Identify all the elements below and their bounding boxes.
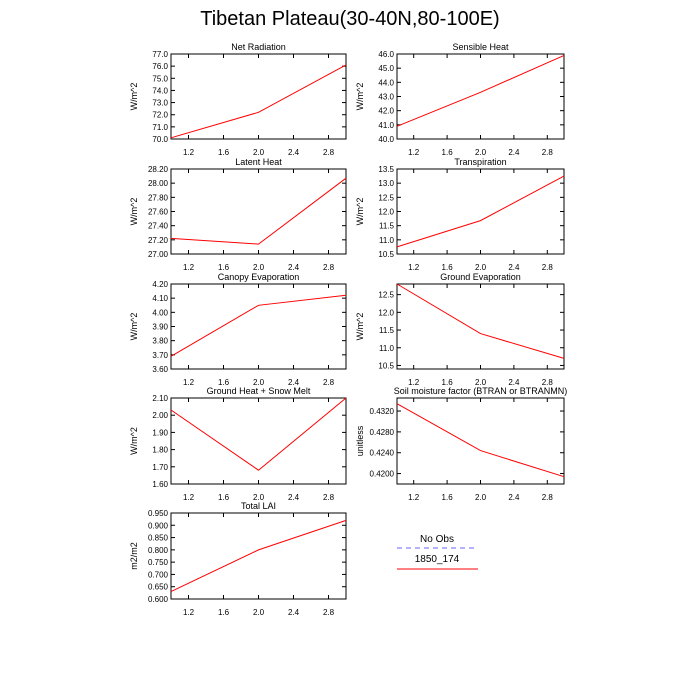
x-tick-label-7-4: 2.8 [541, 493, 553, 502]
y-tick-label-4-5: 4.10 [152, 294, 168, 304]
plot-frame-0 [171, 54, 346, 139]
y-tick-label-4-6: 4.20 [152, 280, 168, 289]
x-tick-label-4-1: 1.6 [217, 378, 230, 387]
x-tick-label-5-4: 2.8 [541, 378, 553, 387]
series-line-2-0 [171, 178, 346, 244]
y-tick-label-3-0: 10.5 [378, 250, 394, 259]
x-tick-label-5-0: 1.2 [408, 378, 420, 387]
x-tick-label-6-1: 1.6 [217, 493, 230, 502]
y-tick-label-0-5: 75.0 [152, 74, 168, 84]
x-tick-label-8-1: 1.6 [217, 608, 230, 617]
series-line-1-0 [397, 55, 564, 126]
y-tick-label-6-4: 2.00 [152, 411, 168, 421]
plot-frame-3 [397, 169, 564, 254]
plot-frame-5 [397, 284, 564, 369]
y-tick-label-1-4: 44.0 [378, 78, 394, 88]
plot-frame-6 [171, 398, 346, 484]
y-tick-label-2-1: 27.20 [147, 235, 168, 245]
x-tick-label-0-4: 2.8 [322, 148, 335, 157]
y-tick-label-2-3: 27.60 [147, 207, 168, 217]
x-tick-label-5-2: 2.0 [474, 378, 487, 387]
y-tick-label-6-1: 1.70 [152, 462, 168, 472]
x-tick-label-3-4: 2.8 [541, 263, 553, 272]
y-tick-label-0-7: 77.0 [152, 50, 168, 59]
y-tick-label-2-0: 27.00 [147, 250, 168, 259]
series-line-8-0 [171, 520, 346, 591]
x-tick-label-0-0: 1.2 [182, 148, 195, 157]
x-tick-label-4-2: 2.0 [252, 378, 265, 387]
x-tick-label-1-1: 1.6 [441, 148, 453, 157]
y-tick-label-2-6: 28.20 [147, 165, 168, 174]
x-tick-label-6-0: 1.2 [182, 493, 195, 502]
y-axis-label-3: W/m^2 [355, 197, 365, 226]
panel-title-2: Latent Heat [235, 157, 282, 167]
y-tick-label-0-4: 74.0 [152, 86, 168, 96]
y-tick-label-8-7: 0.950 [147, 509, 168, 518]
y-tick-label-3-3: 12.0 [378, 207, 394, 217]
x-tick-label-0-3: 2.4 [287, 148, 300, 157]
y-tick-label-6-0: 1.60 [152, 480, 168, 489]
plot-frame-2 [171, 169, 346, 254]
y-tick-label-4-2: 3.80 [152, 336, 168, 346]
x-tick-label-1-0: 1.2 [408, 148, 420, 157]
y-tick-label-8-6: 0.900 [147, 521, 168, 531]
y-tick-label-4-4: 4.00 [152, 308, 168, 318]
y-axis-label-8: m2/m2 [129, 542, 139, 570]
plot-frame-7 [397, 398, 564, 484]
series-line-5-0 [397, 284, 564, 358]
y-tick-label-2-4: 27.80 [147, 193, 168, 203]
panel-title-5: Ground Evaporation [440, 272, 521, 282]
series-line-4-0 [171, 295, 346, 356]
y-axis-label-0: W/m^2 [129, 82, 139, 111]
x-tick-label-2-3: 2.4 [287, 263, 300, 272]
y-axis-label-5: W/m^2 [355, 312, 365, 341]
y-tick-label-1-3: 43.0 [378, 92, 394, 102]
x-tick-label-6-2: 2.0 [252, 493, 265, 502]
x-tick-label-1-2: 2.0 [474, 148, 487, 157]
y-axis-label-7: unitless [355, 425, 365, 457]
legend-label-1850-174: 1850_174 [414, 554, 460, 565]
y-tick-label-4-3: 3.90 [152, 322, 168, 332]
x-tick-label-2-2: 2.0 [252, 263, 265, 272]
panel-title-3: Transpiration [454, 157, 507, 167]
y-tick-label-1-6: 46.0 [378, 50, 394, 59]
x-tick-label-5-1: 1.6 [441, 378, 453, 387]
x-tick-label-8-3: 2.4 [287, 608, 300, 617]
series-line-7-0 [397, 404, 564, 477]
y-tick-label-6-5: 2.10 [152, 394, 168, 403]
x-tick-label-5-3: 2.4 [508, 378, 520, 387]
x-tick-label-4-0: 1.2 [182, 378, 195, 387]
y-axis-label-6: W/m^2 [129, 427, 139, 455]
y-tick-label-8-3: 0.750 [147, 558, 168, 568]
y-tick-label-5-3: 12.0 [378, 308, 394, 318]
x-tick-label-7-0: 1.2 [408, 493, 420, 502]
x-tick-label-2-0: 1.2 [182, 263, 195, 272]
x-tick-label-3-1: 1.6 [441, 263, 453, 272]
x-tick-label-6-3: 2.4 [287, 493, 300, 502]
x-tick-label-3-0: 1.2 [408, 263, 420, 272]
x-tick-label-8-0: 1.2 [182, 608, 195, 617]
y-tick-label-3-6: 13.5 [378, 165, 394, 174]
y-axis-label-1: W/m^2 [355, 82, 365, 111]
y-tick-label-8-1: 0.650 [147, 582, 168, 592]
y-tick-label-6-2: 1.80 [152, 445, 168, 455]
y-tick-label-3-1: 11.0 [379, 235, 394, 245]
x-tick-label-6-4: 2.8 [322, 493, 335, 502]
plot-frame-4 [171, 284, 346, 369]
x-tick-label-4-3: 2.4 [287, 378, 300, 387]
y-tick-label-3-5: 13.0 [378, 179, 394, 189]
y-axis-label-2: W/m^2 [129, 197, 139, 226]
y-tick-label-8-2: 0.700 [147, 570, 168, 580]
y-tick-label-8-5: 0.850 [147, 533, 168, 543]
panel-title-6: Ground Heat + Snow Melt [206, 386, 311, 396]
y-tick-label-1-2: 42.0 [378, 106, 394, 116]
x-tick-label-3-2: 2.0 [474, 263, 487, 272]
y-tick-label-2-5: 28.00 [147, 179, 168, 189]
y-tick-label-8-4: 0.800 [147, 545, 168, 555]
y-tick-label-1-0: 40.0 [378, 135, 394, 144]
x-tick-label-2-4: 2.8 [322, 263, 335, 272]
y-tick-label-5-1: 11.0 [379, 343, 394, 353]
x-tick-label-1-3: 2.4 [508, 148, 520, 157]
x-tick-label-8-4: 2.8 [322, 608, 335, 617]
y-tick-label-8-0: 0.600 [147, 595, 168, 604]
x-tick-label-0-1: 1.6 [217, 148, 230, 157]
x-tick-label-2-1: 1.6 [217, 263, 230, 272]
legend-label-no-obs: No Obs [420, 534, 454, 545]
panel-title-7: Soil moisture factor (BTRAN or BTRANMN) [393, 386, 568, 396]
plot-frame-8 [171, 513, 346, 599]
x-tick-label-1-4: 2.8 [541, 148, 553, 157]
panel-title-1: Sensible Heat [452, 42, 509, 52]
y-tick-label-1-1: 41.0 [378, 120, 394, 130]
y-tick-label-1-5: 45.0 [378, 64, 394, 74]
y-tick-label-0-3: 73.0 [152, 98, 168, 108]
x-tick-label-0-2: 2.0 [252, 148, 265, 157]
y-axis-label-4: W/m^2 [129, 312, 139, 341]
y-tick-label-5-4: 12.5 [378, 290, 394, 300]
y-tick-label-3-2: 11.5 [379, 221, 394, 231]
y-tick-label-6-3: 1.90 [152, 428, 168, 438]
panel-title-0: Net Radiation [231, 42, 286, 52]
series-line-3-0 [397, 176, 564, 247]
y-tick-label-2-2: 27.40 [147, 221, 168, 231]
y-tick-label-0-1: 71.0 [152, 122, 168, 132]
y-tick-label-7-0: 0.4200 [369, 469, 394, 479]
series-line-6-0 [171, 398, 346, 470]
x-tick-label-7-3: 2.4 [508, 493, 520, 502]
x-tick-label-7-2: 2.0 [474, 493, 487, 502]
y-tick-label-0-6: 76.0 [152, 62, 168, 72]
y-tick-label-0-2: 72.0 [152, 110, 168, 120]
y-tick-label-5-0: 10.5 [378, 361, 394, 371]
y-tick-label-0-0: 70.0 [152, 135, 168, 144]
x-tick-label-8-2: 2.0 [252, 608, 265, 617]
panel-title-8: Total LAI [240, 501, 277, 511]
y-tick-label-4-0: 3.60 [152, 365, 168, 374]
y-tick-label-4-1: 3.70 [152, 350, 168, 360]
figure-title: Tibetan Plateau(30-40N,80-100E) [200, 8, 500, 30]
panel-title-4: Canopy Evaporation [217, 272, 300, 282]
series-line-0-0 [171, 65, 346, 138]
y-tick-label-5-2: 11.5 [379, 326, 394, 336]
y-tick-label-7-2: 0.4280 [369, 427, 394, 437]
y-tick-label-7-3: 0.4320 [369, 407, 394, 417]
y-tick-label-7-1: 0.4240 [369, 448, 394, 458]
y-tick-label-3-4: 12.5 [378, 193, 394, 203]
x-tick-label-3-3: 2.4 [508, 263, 520, 272]
x-tick-label-4-4: 2.8 [322, 378, 335, 387]
x-tick-label-7-1: 1.6 [441, 493, 453, 502]
